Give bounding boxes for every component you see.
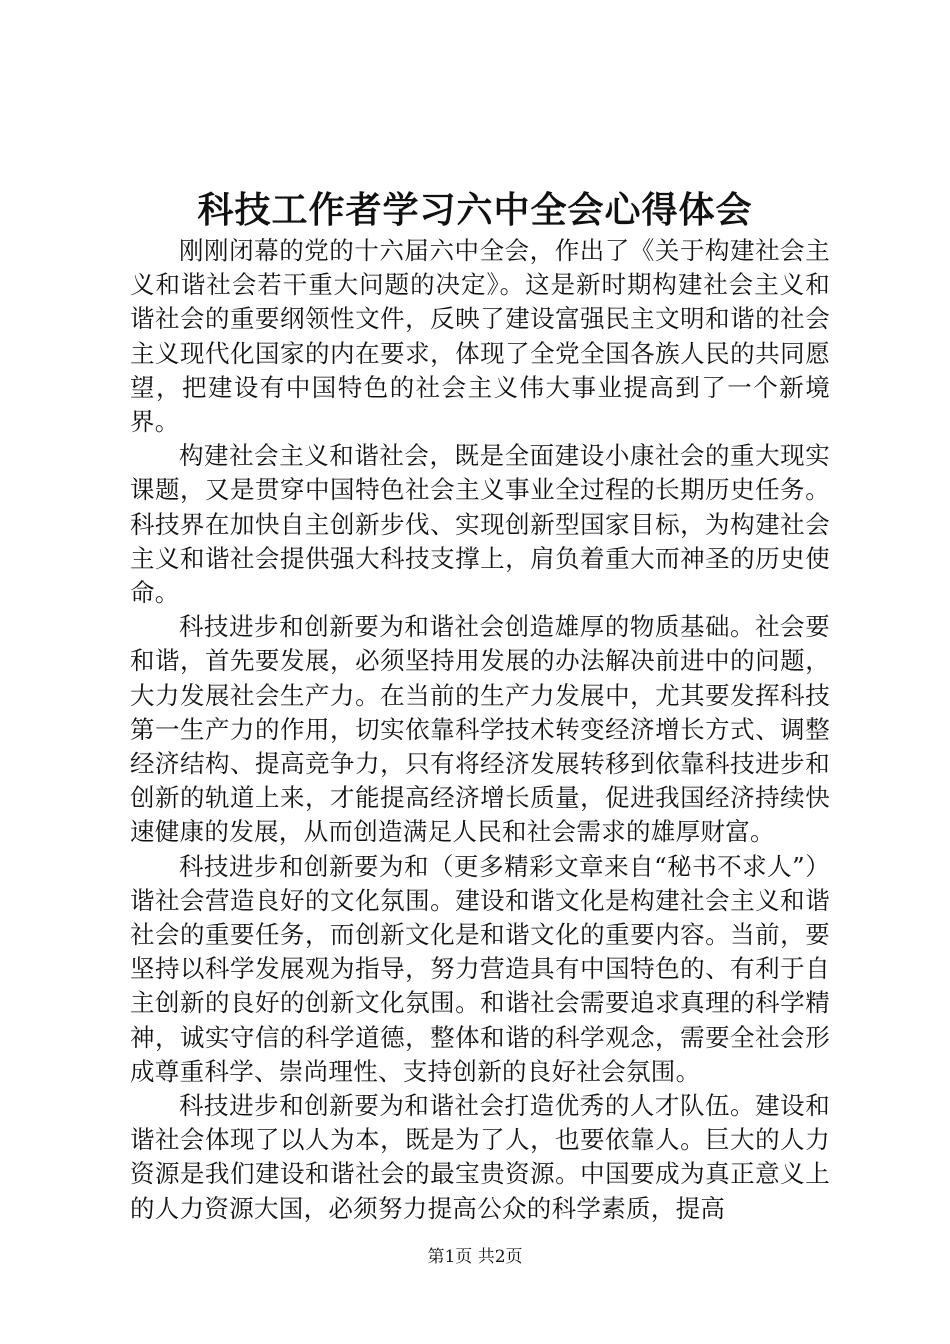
paragraph-2: 构建社会主义和谐社会，既是全面建设小康社会的重大现实课题，又是贯穿中国特色社会主义事业全过程的长期历史任务。科技界在加快自主创新步伐、实现创新型国家目标，为构建社会主义和谐社会提供强大科技支撑上，肩负着重大而神圣的历史使命。 <box>130 441 830 608</box>
document-title: 科技工作者学习六中全会心得体会 <box>197 189 753 231</box>
document-body <box>130 234 830 1226</box>
paragraph-1: 刚刚闭幕的党的十六届六中全会，作出了《关于构建社会主义和谐社会若干重大问题的决定》。这是新时期构建社会主义和谐社会的重要纲领性文件，反映了建设富强民主文明和谐的社会主义现代化国家的内在要求，体现了全党全国各族人民的共同愿望，把建设有中国特色的社会主义伟大事业提高到了一个新境界。 <box>130 236 830 437</box>
paragraph-3: 科技进步和创新要为和谐社会创造雄厚的物质基础。社会要和谐，首先要发展，必须坚持用发展的办法解决前进中的问题，大力发展社会生产力。在当前的生产力发展中，尤其要发挥科技第一生产力的作用，切实依靠科学技术转变经济增长方式、调整经济结构、提高竞争力，只有将经济发展转移到依靠科技进步和创新的轨道上来，才能提高经济增长质量，促进我国经济持续快速健康的发展，从而创造满足人民和社会需求的雄厚财富。 <box>130 612 830 847</box>
page-number-footer: 第1页 共2页 <box>427 1247 523 1267</box>
paragraph-4: 科技进步和创新要为和（更多精彩文章来自“秘书不求人”）谐社会营造良好的文化氛围。建设和谐文化是构建社会主义和谐社会的重要任务，而创新文化是和谐文化的重要内容。当前，要坚持以科学发展观为指导，努力营造具有中国特色的、有利于自主创新的良好的创新文化氛围。和谐社会需要追求真理的科学精神，诚实守信的科学道德，整体和谐的科学观念，需要全社会形成尊重科学、崇尚理性、支持创新的良好社会氛围。 <box>130 851 830 1086</box>
paragraph-5: 科技进步和创新要为和谐社会打造优秀的人才队伍。建设和谐社会体现了以人为本，既是为了人，也要依靠人。巨大的人力资源是我们建设和谐社会的最宝贵资源。中国要成为真正意义上的人力资源大国，必须努力提高公众的科学素质，提高 <box>130 1091 830 1223</box>
